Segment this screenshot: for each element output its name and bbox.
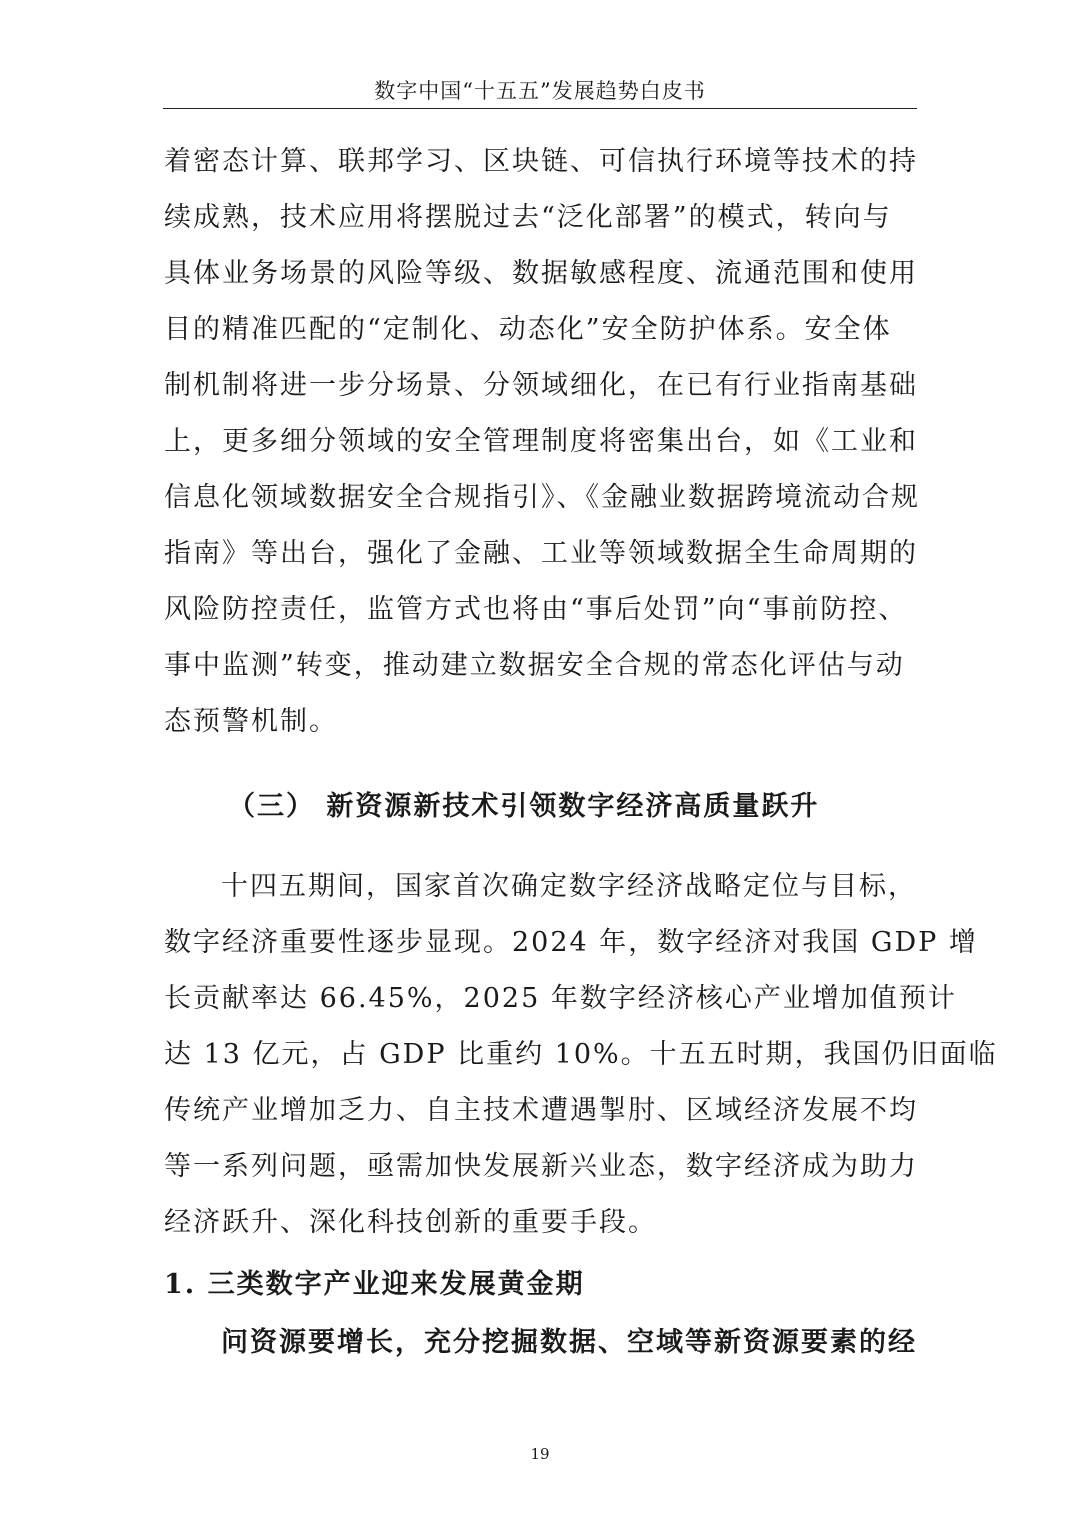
- text-line: 十四五期间，国家首次确定数字经济战略定位与目标，: [221, 871, 917, 902]
- page-number: 19: [530, 1445, 550, 1463]
- text-line: 等一系列问题，亟需加快发展新兴业态，数字经济成为助力: [164, 1151, 918, 1182]
- text-line: 问资源要增长，充分挖掘数据、空域等新资源要素的经: [221, 1327, 917, 1358]
- text-line: 上，更多细分领域的安全管理制度将密集出台，如《工业和: [164, 426, 918, 457]
- text-line: 目的精准匹配的“定制化、动态化”安全防护体系。安全体: [164, 314, 892, 345]
- text-line: 事中监测”转变，推动建立数据安全合规的常态化评估与动: [164, 650, 905, 681]
- text-line: 指南》等出台，强化了金融、工业等领域数据全生命周期的: [164, 538, 918, 569]
- text-line: 制机制将进一步分场景、分领域细化，在已有行业指南基础: [164, 370, 918, 401]
- text-line: 续成熟，技术应用将摆脱过去“泛化部署”的模式，转向与: [164, 202, 892, 233]
- text-line: 风险防控责任，监管方式也将由“事后处罚”向“事前防控、: [164, 594, 908, 625]
- text-line: 长贡献率达 66.45%，2025 年数字经济核心产业增加值预计: [164, 983, 957, 1014]
- text-line: 着密态计算、联邦学习、区块链、可信执行环境等技术的持: [164, 146, 918, 177]
- text-line: 传统产业增加乏力、自主技术遭遇掣肘、区域经济发展不均: [164, 1095, 918, 1126]
- text-line: 数字经济重要性逐步显现。2024 年，数字经济对我国 GDP 增: [164, 927, 978, 958]
- subsection-heading: 1. 三类数字产业迎来发展黄金期: [164, 1269, 585, 1300]
- running-header: 数字中国“十五五”发展趋势白皮书: [374, 79, 706, 103]
- section-heading: （三） 新资源新技术引领数字经济高质量跃升: [228, 791, 820, 822]
- text-line: 具体业务场景的风险等级、数据敏感程度、流通范围和使用: [164, 258, 918, 289]
- text-line: 经济跃升、深化科技创新的重要手段。: [164, 1207, 657, 1238]
- text-line: 态预警机制。: [164, 706, 338, 737]
- header-divider: [163, 108, 917, 109]
- text-line: 达 13 亿元，占 GDP 比重约 10%。十五五时期，我国仍旧面临: [164, 1039, 998, 1070]
- text-line: 信息化领域数据安全合规指引》、《金融业数据跨境流动合规: [164, 482, 920, 513]
